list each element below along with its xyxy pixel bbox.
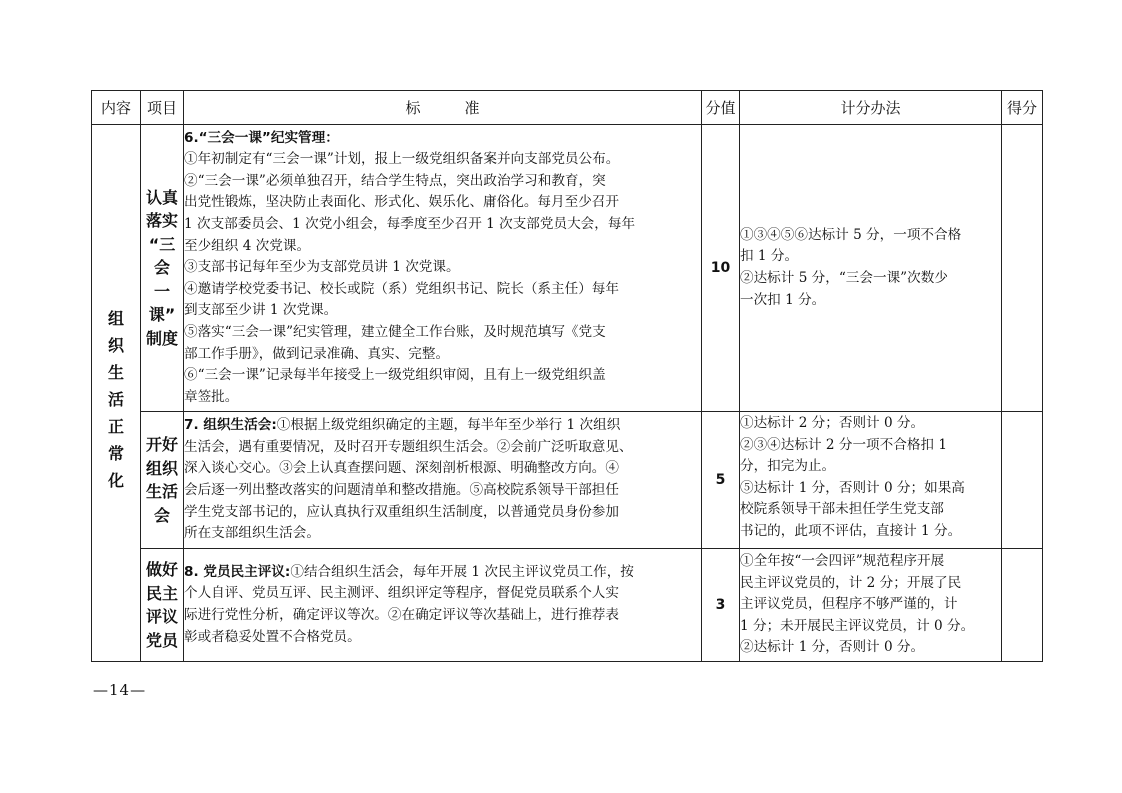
standard-title: 6.“三会一课”纪实管理： [184,129,339,146]
standard-title: 7. 组织生活会: [184,417,277,434]
standard-cell: 6.“三会一课”纪实管理： ①年初制定有“三会一课”计划，报上一级党组织备案并向支部党员公布。 ②“三会一课”必须单独召开，结合学生特点，突出政治学习和教育，突 出党性锻炼，坚决防止表面化、形式化、娱乐化、庸俗化。每月至少召开 1 次支部委员会、1 次党小组会，每季度至少召开 1 次支部党员大会，每年 至少组织 4 次党课。 ③支部书记每年至少为支部党员讲 1 次党课。 ④邀请学校党委书记、校长或院（系）党组织书记、院长（系主任）每年 到支部至少讲 1 次党课。 ⑤落实“三会一课”纪实管理，建立健全工作台账，及时规范填写《党支 部工作手册》，做到记录准确、真实、完整。 ⑥“三会一课”记录每半年接受上一级党组织审阅，且有上一级党组织盖 章签批。 [184,125,702,412]
score-value: 10 [702,125,740,412]
header-score: 分值 [702,91,740,125]
header-content: 内容 [92,91,141,125]
header-item: 项目 [141,91,184,125]
page-number: —14— [93,681,147,699]
evaluation-table [91,90,1043,662]
standard-cell: 8. 党员民主评议:①结合组织生活会，每年开展 1 次民主评议党员工作，按 个人自评、党员互评、民主测评、组织评定等程序，督促党员联系个人实 际进行党性分析，确定评议等次。②在确定评议等次基础上，进行推荐表 彰或者稳妥处置不合格党员。 [184,549,702,662]
got-cell[interactable] [1002,125,1043,412]
header-got: 得分 [1002,91,1043,125]
standard-title: 8. 党员民主评议: [184,563,291,580]
method-cell: ①全年按“一会四评”规范程序开展 民主评议党员的，计 2 分；开展了民 主评议党员，但程序不够严谨的，计 1 分；未开展民主评议党员，计 0 分。 ②达标计 1 分，否则计 0 分。 [740,549,1002,662]
header-method: 计分办法 [740,91,1002,125]
method-cell: ①③④⑤⑥达标计 5 分，一项不合格 扣 1 分。 ②达标计 5 分，“三会一课”次数少 一次扣 1 分。 [740,125,1002,412]
got-cell[interactable] [1002,412,1043,549]
header-standard: 标 准 [184,91,702,125]
table-row [92,412,1043,549]
item-label: 做好 民主 评议 党员 [141,549,184,662]
method-cell: ①达标计 2 分；否则计 0 分。 ②③④达标计 2 分一项不合格扣 1 分，扣完为止。 ⑤达标计 1 分，否则计 0 分；如果高 校院系领导干部未担任学生党支部 书记的，此项不评估，直接计 1 分。 [740,412,1002,549]
content-label: 组 织 生 活 正 常 化 [92,125,141,662]
item-label: 开好 组织 生活 会 [141,412,184,549]
table-row [92,125,1043,412]
standard-cell: 7. 组织生活会:①根据上级党组织确定的主题，每半年至少举行 1 次组织 生活会，遇有重要情况，及时召开专题组织生活会。②会前广泛听取意见、 深入谈心交心。③会上认真查摆问题、深刻剖析根源、明确整改方向。④ 会后逐一列出整改落实的问题清单和整改措施。⑤高校院系领导干部担任 学生党支部书记的，应认真执行双重组织生活制度，以普通党员身份参加 所在支部组织生活会。 [184,412,702,549]
header-row [92,91,1043,125]
item-label: 认真 落实 “三 会 一 课” 制度 [141,125,184,412]
got-cell[interactable] [1002,549,1043,662]
score-value: 5 [702,412,740,549]
table-row [92,549,1043,662]
score-value: 3 [702,549,740,662]
